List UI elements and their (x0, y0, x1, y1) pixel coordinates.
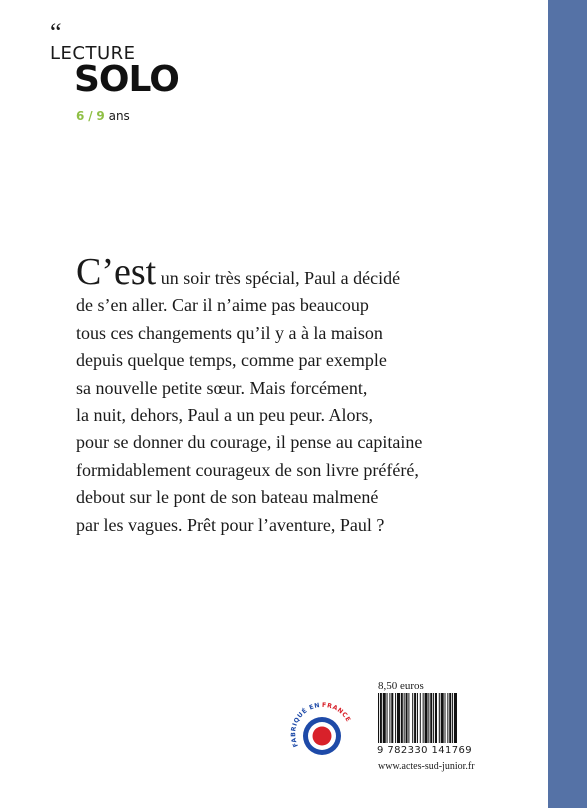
blurb-line-1 (76, 251, 536, 293)
blurb-line-7: pour se donner du courage, il pense au capitaine (76, 432, 423, 453)
blurb-line-10: par les vagues. Prêt pour l’aventure, Paul ? (76, 514, 385, 535)
blurb-line-4: depuis quelque temps, comme par exemple (76, 350, 387, 371)
seal-arc-left: FABRIQUÉ EN (290, 701, 321, 748)
publisher-website: www.actes-sud-junior.fr (378, 761, 475, 772)
seal-arc-right: FRANCE (321, 701, 352, 724)
blurb-line-6: la nuit, dehors, Paul a un peu peur. Alors, (76, 405, 373, 426)
cover-spine-band (548, 0, 587, 808)
made-in-france-seal (282, 694, 362, 774)
age-unit: ans (108, 109, 130, 123)
age-range (76, 109, 130, 123)
series-logo-solo: SOLO (74, 59, 179, 100)
blurb-dropcap: C’est (76, 251, 157, 293)
series-label-top: LECTURE (50, 43, 136, 64)
age-from: 6 (76, 109, 85, 123)
blurb-line-8: formidablement courageux de son livre préféré, (76, 459, 419, 480)
blurb-line-3: tous ces changements qu’il y a à la maison (76, 322, 383, 343)
age-to: 9 (96, 109, 105, 123)
blurb-line-2: de s’en aller. Car il n’aime pas beaucoup (76, 295, 369, 316)
price-label: 8,50 euros (378, 680, 424, 692)
series-quote-mark: “ (50, 18, 62, 47)
blurb-line-1-text: un soir très spécial, Paul a décidé (156, 268, 401, 288)
isbn-barcode (378, 693, 470, 743)
age-separator: / (88, 109, 93, 123)
french-tricolor-cockade-icon (303, 717, 341, 755)
back-cover-blurb (76, 251, 536, 539)
blurb-line-5: sa nouvelle petite sœur. Mais forcément, (76, 377, 368, 398)
blurb-line-9: debout sur le pont de son bateau malmené (76, 487, 379, 508)
isbn-number: 9 782330 141769 (377, 745, 473, 756)
